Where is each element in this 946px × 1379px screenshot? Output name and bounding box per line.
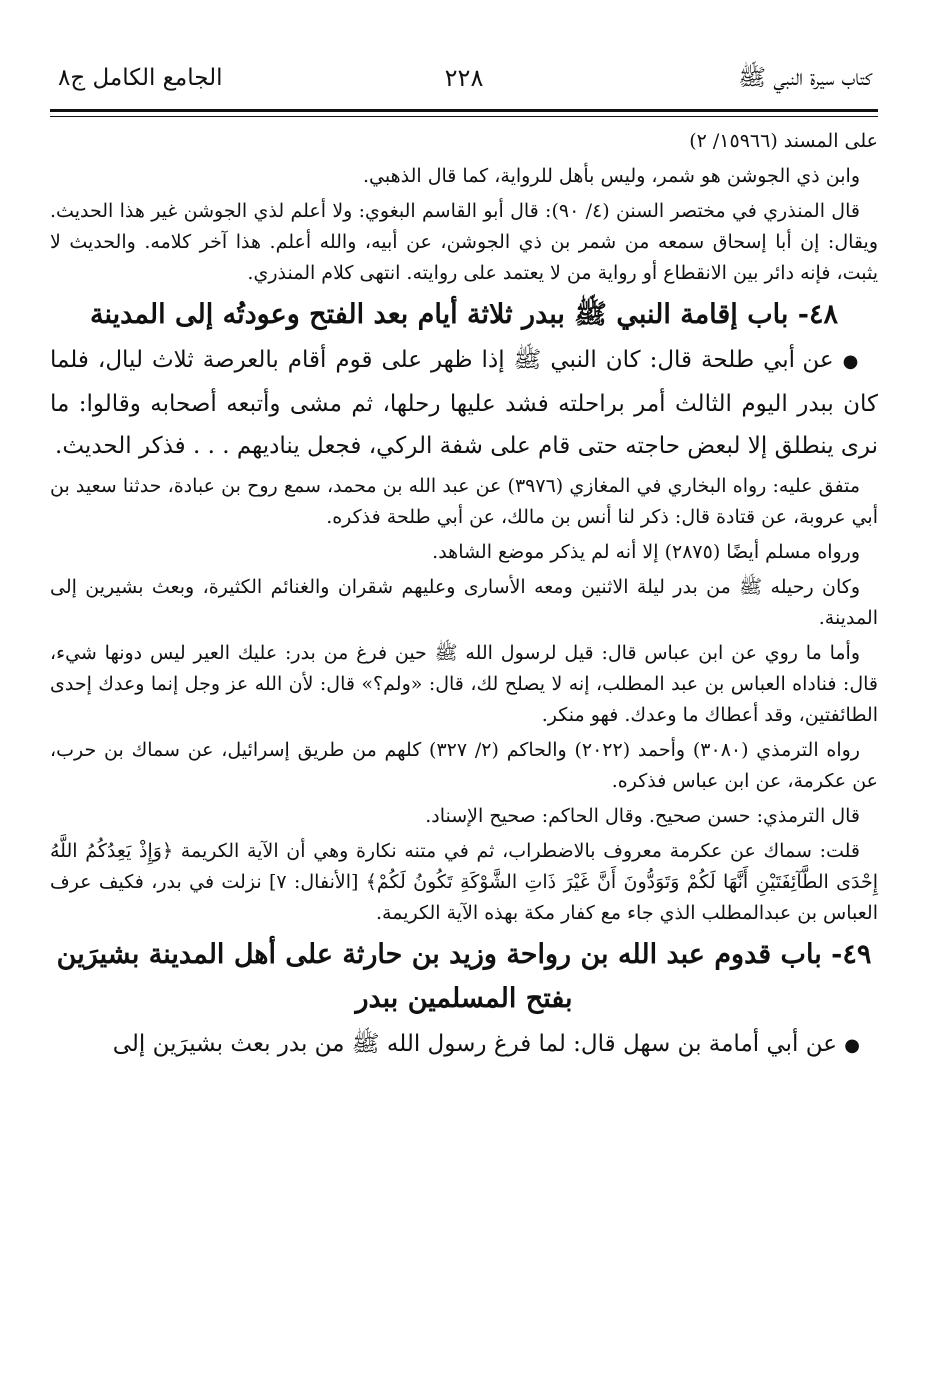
hadith-paragraph-49 — [50, 1023, 878, 1067]
running-header — [50, 58, 878, 98]
hadith-text: عن أبي طلحة قال: كان النبي ﷺ إذا ظهر على قوم أقام بالعرصة ثلاث ليال، فلما كان ببدر اليوم الثالث أمر براحلته فشد عليها رحلها، ثم مشى وأتبعه أصحابه وقالوا: ما نرى ينطلق إلا لبعض حاجته حتى قام على شفة الركي، فجعل يناديهم . . . فذكر الحديث. — [50, 347, 878, 459]
bullet-icon: ● — [844, 1035, 860, 1056]
hadith-text: عن أبي أمامة بن سهل قال: لما فرغ رسول الله ﷺ من بدر بعث بشيرَين إلى — [112, 1031, 837, 1057]
header-rule-thick — [50, 109, 878, 112]
volume-title: الجامع الكامل ج٨ — [58, 65, 223, 91]
book-title: كتاب سيرة النبي ﷺ — [738, 65, 872, 91]
paragraph-8: وأما ما روي عن ابن عباس قال: قيل لرسول الله ﷺ حين فرغ من بدر: عليك العير ليس دونها شيء، قال: فناداه العباس بن عبد المطلب، إنه لا يصلح لك، قال: «ولم؟» قال: لأن الله عز وجل إنما وعدك إحدى الطائفتين، وقد أعطاك ما وعدك. فهو منكر. — [50, 642, 878, 726]
paragraph-11: قلت: سماك عن عكرمة معروف بالاضطراب، ثم في متنه نكارة وهي أن الآية الكريمة ﴿وَإِذْ يَعِدُكُمُ اللَّهُ إِحْدَى الطَّآئِفَتَيْنِ أَنَّهَا لَكُمْ وَتَوَدُّونَ أَنَّ غَيْرَ ذَاتِ الشَّوْكَةِ تَكُونُ لَكُمْ﴾ [الأنفال: ٧] نزلت في بدر، فكيف عرف العباس بن عبدالمطلب الذي جاء مع كفار مكة بهذه الآية الكريمة. — [50, 840, 879, 924]
page-number: ٢٢٨ — [444, 64, 484, 92]
header-rule-thin — [50, 116, 878, 117]
section-heading-49: ٤٩- باب قدوم عبد الله بن رواحة وزيد بن حارثة على أهل المدينة بشيرَين بفتح المسلمين ببدر — [56, 939, 872, 1014]
paragraph-1: وابن ذي الجوشن هو شمر، وليس بأهل للرواية، كما قال الذهبي. — [362, 165, 860, 187]
paragraph-7: وكان رحيله ﷺ من بدر ليلة الاثنين ومعه الأسارى وعليهم شقران والغنائم الكثيرة، وبعث بشيرين إلى المدينة. — [50, 576, 878, 629]
paragraph-10: قال الترمذي: حسن صحيح. وقال الحاكم: صحيح الإسناد. — [425, 805, 860, 827]
hadith-paragraph-48 — [50, 339, 878, 467]
page-body — [50, 126, 878, 1071]
paragraph-5: متفق عليه: رواه البخاري في المغازي (٣٩٧٦) عن عبد الله بن محمد، سمع روح بن عبادة، حدثنا سعيد بن أبي عروبة، عن قتادة قال: ذكر لنا أنس بن مالك، عن أبي طلحة فذكره. — [50, 475, 878, 528]
bullet-icon: ● — [842, 351, 860, 372]
paragraph-2: قال المنذري في مختصر السنن (٤/ ٩٠): قال أبو القاسم البغوي: ولا أعلم لذي الجوشن غير هذا الحديث. ويقال: إن أبا إسحاق سمعه من شمر بن ذي الجوشن، عن أبيه، والله أعلم. هذا آخر كلامه. والحديث لا يثبت، فإنه دائر بين الانقطاع أو رواية من لا يعتمد على روايته. انتهى كلام المنذري. — [50, 200, 878, 284]
paragraph-6: ورواه مسلم أيضًا (٢٨٧٥) إلا أنه لم يذكر موضع الشاهد. — [432, 541, 860, 563]
paragraph-9: رواه الترمذي (٣٠٨٠) وأحمد (٢٠٢٢) والحاكم (٢/ ٣٢٧) كلهم من طريق إسرائيل، عن سماك بن حرب، عن عكرمة، عن ابن عباس فذكره. — [50, 739, 878, 792]
paragraph-0: على المسند (١٥٩٦٦/ ٢) — [689, 130, 878, 152]
section-heading-48: ٤٨- باب إقامة النبي ﷺ ببدر ثلاثة أيام بعد الفتح وعودتُه إلى المدينة — [89, 299, 838, 330]
